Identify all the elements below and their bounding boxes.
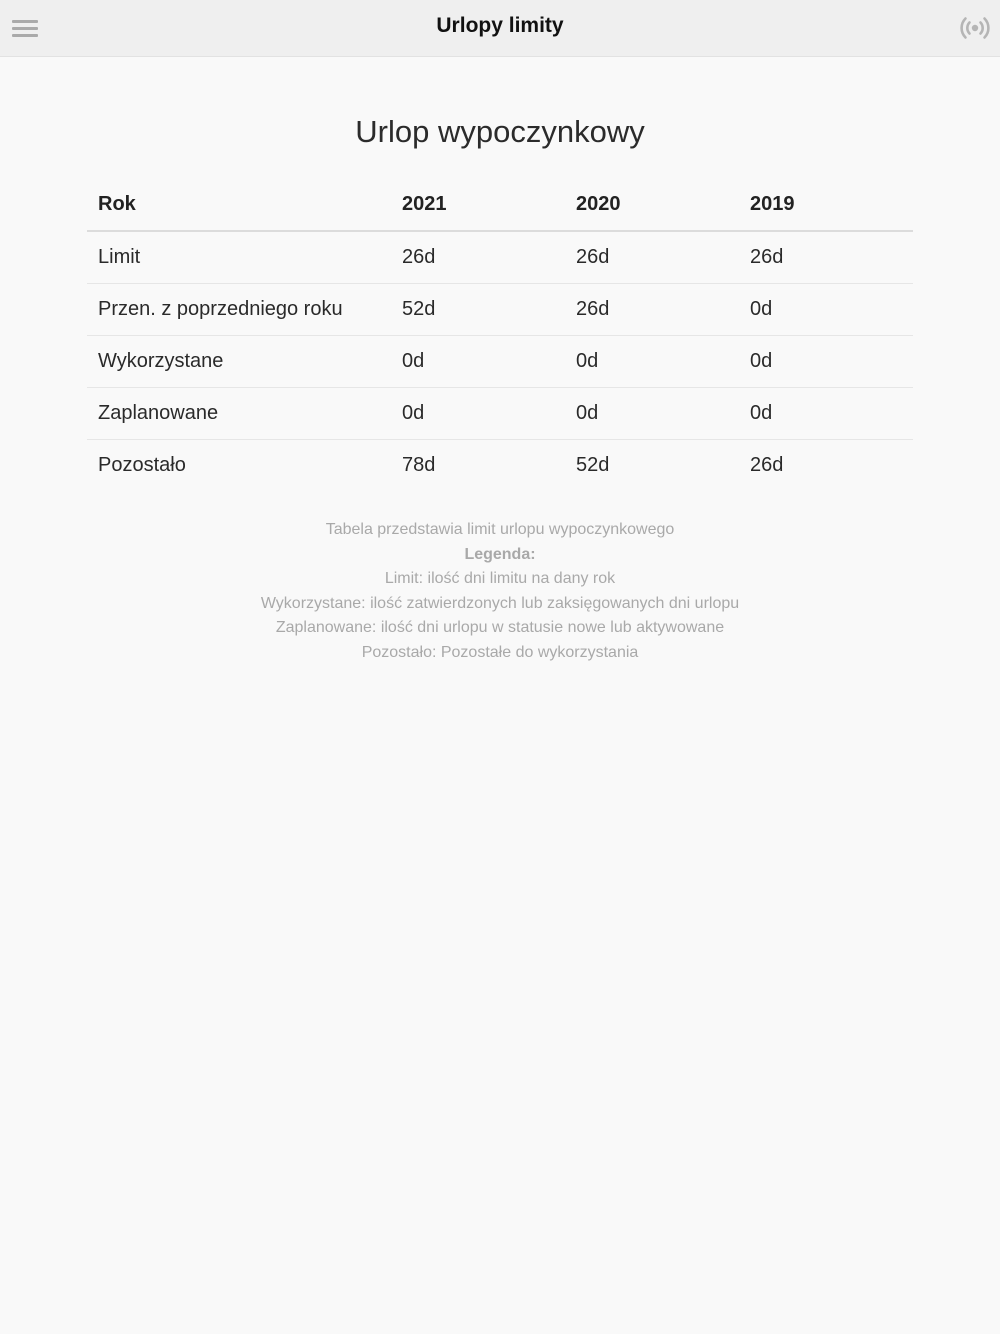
table-cell: 26d [739,440,913,492]
top-navigation-bar [0,0,1000,57]
legend-item: Zaplanowane: ilość dni urlopu w statusie nowe lub aktywowane [275,619,725,636]
row-label: Przen. z poprzedniego roku [87,284,391,336]
column-header-2020: 2020 [565,178,739,231]
legend-heading: Legenda: [464,545,536,563]
table-cell: 26d [402,246,436,268]
broadcast-signal-icon[interactable] [958,11,992,45]
legend-item: Wykorzystane: ilość zatwierdzonych lub zaksięgowanych dni urlopu [260,594,740,612]
legend-item: Limit: ilość dni limitu na dany rok [384,570,616,587]
table-cell: 0d [739,284,913,336]
table-row [87,336,913,388]
table-row [87,388,913,440]
table-row [87,440,913,492]
row-label: Wykorzystane [87,336,391,388]
table-row [87,231,913,284]
table-cell: 78d [391,440,565,492]
table-cell: 52d [391,284,565,336]
table-cell: 52d [565,440,739,492]
table-cell: 0d [739,388,913,440]
column-header-2019: 2019 [739,178,913,231]
legend-item: Pozostało: Pozostałe do wykorzystania [361,643,639,661]
leave-limits-table [87,178,913,491]
table-cell: 26d [576,246,610,268]
table-cell: 0d [391,388,565,440]
table-cell: 0d [391,336,565,388]
legend-description: Tabela przedstawia limit urlopu wypoczynkowego [325,521,675,538]
table-cell: 0d [565,388,739,440]
table-row [87,284,913,336]
table-cell: 26d [750,246,784,268]
row-label: Zaplanowane [87,388,391,440]
page-title: Urlopy limity [436,14,564,37]
table-header-row [87,178,913,231]
table-cell: 0d [565,336,739,388]
row-label: Limit [98,246,141,268]
row-label: Pozostało [87,440,391,492]
column-header-year-label: Rok [87,178,391,231]
column-header-2021: 2021 [391,178,565,231]
table-cell: 0d [739,336,913,388]
table-legend [0,518,1000,665]
section-title: Urlop wypoczynkowy [355,114,645,149]
table-cell: 26d [565,284,739,336]
